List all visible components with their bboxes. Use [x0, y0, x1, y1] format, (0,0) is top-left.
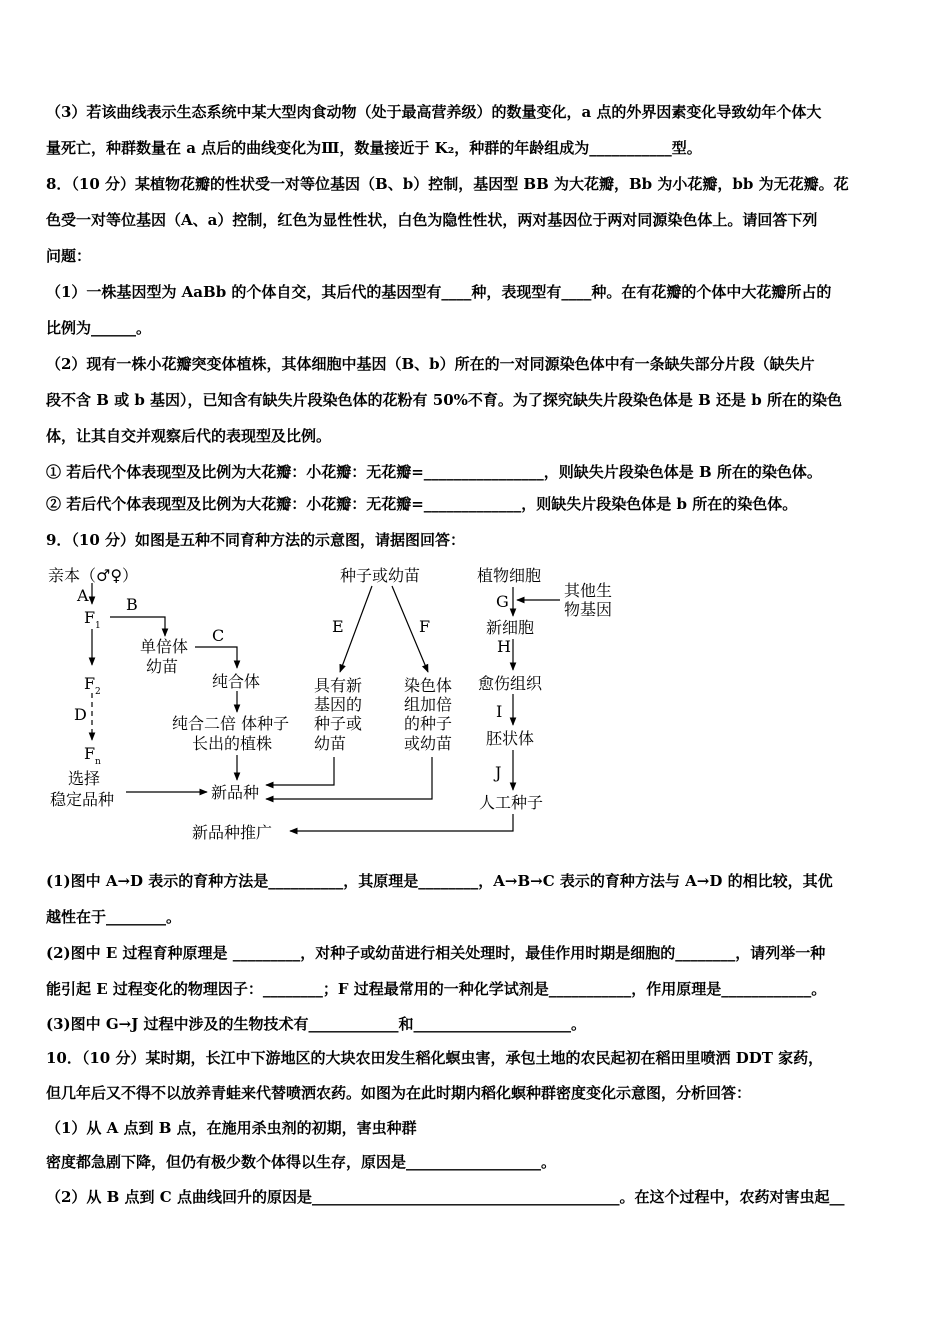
text-line: （3）若该曲线表示生态系统中某大型肉食动物（处于最高营养级）的数量变化，a 点的外界因素变化导致幼年个体大	[46, 103, 822, 121]
text-line: （2）从 B 点到 C 点曲线回升的原因是_________________________________________。在这个过程中，农药对害虫起__	[46, 1188, 845, 1206]
text-line: 色受一对等位基因（A、a）控制，红色为显性性状，白色为隐性性状，两对基因位于两对同源染色体上。请回答下列	[46, 211, 818, 229]
label-doubled-4: 或幼苗	[404, 734, 453, 753]
text-line: 问题：	[46, 247, 92, 265]
label-newgene-4: 幼苗	[314, 734, 347, 753]
label-embryoid: 胚状体	[486, 729, 535, 748]
label-D: D	[74, 705, 87, 724]
text-line: (2)图中 E 过程育种原理是 _________，对种子或幼苗进行相关处理时，最佳作用时期是细胞的________，请列举一种	[46, 944, 826, 962]
label-othergene-2: 物基因	[564, 600, 613, 619]
text-line: 密度都急剧下降，但仍有极少数个体得以生存，原因是__________________。	[46, 1153, 557, 1171]
label-doubled-2: 组加倍	[404, 695, 453, 714]
label-diploid-2: 长出的植株	[192, 734, 273, 753]
label-seed: 种子或幼苗	[340, 566, 421, 585]
label-parents: 亲本（♂♀）	[48, 566, 139, 585]
label-newcell: 新细胞	[486, 618, 535, 637]
text-line: (1)图中 A→D 表示的育种方法是__________，其原理是________，A→B→C 表示的育种方法与 A→D 的相比较，其优	[46, 872, 833, 890]
text-line: 比例为______。	[46, 319, 152, 337]
label-haploid-2: 幼苗	[146, 657, 179, 676]
text-line: 9．（10 分）如图是五种不同育种方法的示意图，请据图回答：	[46, 531, 466, 549]
label-F2: F	[84, 674, 96, 693]
text-line: （1）从 A 点到 B 点，在施用杀虫剂的初期，害虫种群	[46, 1119, 417, 1137]
label-A: A	[77, 586, 89, 605]
text-line: (3)图中 G→J 过程中涉及的生物技术有____________和_____________________。	[46, 1015, 587, 1033]
label-plantcell: 植物细胞	[477, 566, 542, 585]
label-newvar: 新品种	[211, 783, 260, 802]
text-line: ② 若后代个体表现型及比例为大花瓣：小花瓣：无花瓣=_____________，则缺失片段染色体是 b 所在的染色体。	[46, 495, 798, 513]
text-line: 8．（10 分）某植物花瓣的性状受一对等位基因（B、b）控制，基因型 BB 为大花瓣，Bb 为小花瓣，bb 为无花瓣。花	[46, 175, 849, 193]
text-line: 量死亡，种群数量在 a 点后的曲线变化为Ⅲ，数量接近于 K₂，种群的年龄组成为___________型。	[46, 139, 702, 157]
label-newgene-1: 具有新	[314, 676, 363, 695]
text-line: ① 若后代个体表现型及比例为大花瓣：小花瓣：无花瓣=________________，则缺失片段染色体是 B 所在的染色体。	[46, 463, 822, 481]
label-E: E	[332, 617, 344, 636]
text-line: 能引起 E 过程变化的物理因子：________；F 过程最常用的一种化学试剂是___________，作用原理是____________。	[46, 980, 827, 998]
label-newgene-3: 种子或	[314, 714, 363, 733]
label-select-1: 选择	[68, 769, 101, 788]
label-select-2: 稳定品种	[50, 790, 115, 809]
label-B: B	[126, 595, 138, 614]
label-Fn: F	[84, 744, 96, 763]
text-line: 段不含 B 或 b 基因），已知含有缺失片段染色体的花粉有 50%不育。为了探究缺失片段染色体是 B 还是 b 所在的染色	[46, 391, 842, 409]
label-artseed: 人工种子	[479, 793, 544, 812]
label-F1-sub: 1	[95, 621, 101, 631]
label-doubled-3: 的种子	[404, 714, 453, 733]
label-F1: F	[84, 608, 96, 627]
text-line: 但几年后又不得不以放养青蛙来代替喷洒农药。如图为在此时期内稻化螟种群密度变化示意图，分析回答：	[46, 1084, 752, 1102]
label-H: H	[497, 637, 511, 656]
label-callus: 愈伤组织	[478, 674, 543, 693]
label-C: C	[212, 626, 225, 645]
diagram-labels	[48, 566, 612, 842]
label-othergene-1: 其他生	[564, 581, 613, 600]
label-I: I	[496, 702, 503, 721]
label-J: J	[495, 763, 502, 782]
label-promote: 新品种推广	[192, 823, 273, 842]
label-diploid-1: 纯合二倍 体种子	[172, 714, 290, 733]
text-line: 体，让其自交并观察后代的表现型及比例。	[46, 427, 332, 445]
label-haploid-1: 单倍体	[140, 637, 189, 656]
label-doubled-1: 染色体	[404, 676, 453, 695]
text-line: 10．（10 分）某时期，长江中下游地区的大块农田发生稻化螟虫害，承包土地的农民起初在稻田里喷洒 DDT 家药，	[46, 1049, 824, 1067]
label-G: G	[496, 592, 509, 611]
label-F: F	[419, 617, 431, 636]
text-line: （2）现有一株小花瓣突变体植株，其体细胞中基因（B、b）所在的一对同源染色体中有一条缺失部分片段（缺失片	[46, 355, 815, 373]
text-line: （1）一株基因型为 AaBb 的个体自交，其后代的基因型有____种，表现型有____种。在有花瓣的个体中大花瓣所占的	[46, 283, 832, 301]
text-line: 越性在于________。	[46, 908, 182, 926]
label-pure: 纯合体	[212, 672, 261, 691]
label-Fn-sub: n	[95, 757, 101, 767]
label-newgene-2: 基因的	[314, 695, 363, 714]
label-F2-sub: 2	[95, 687, 101, 697]
